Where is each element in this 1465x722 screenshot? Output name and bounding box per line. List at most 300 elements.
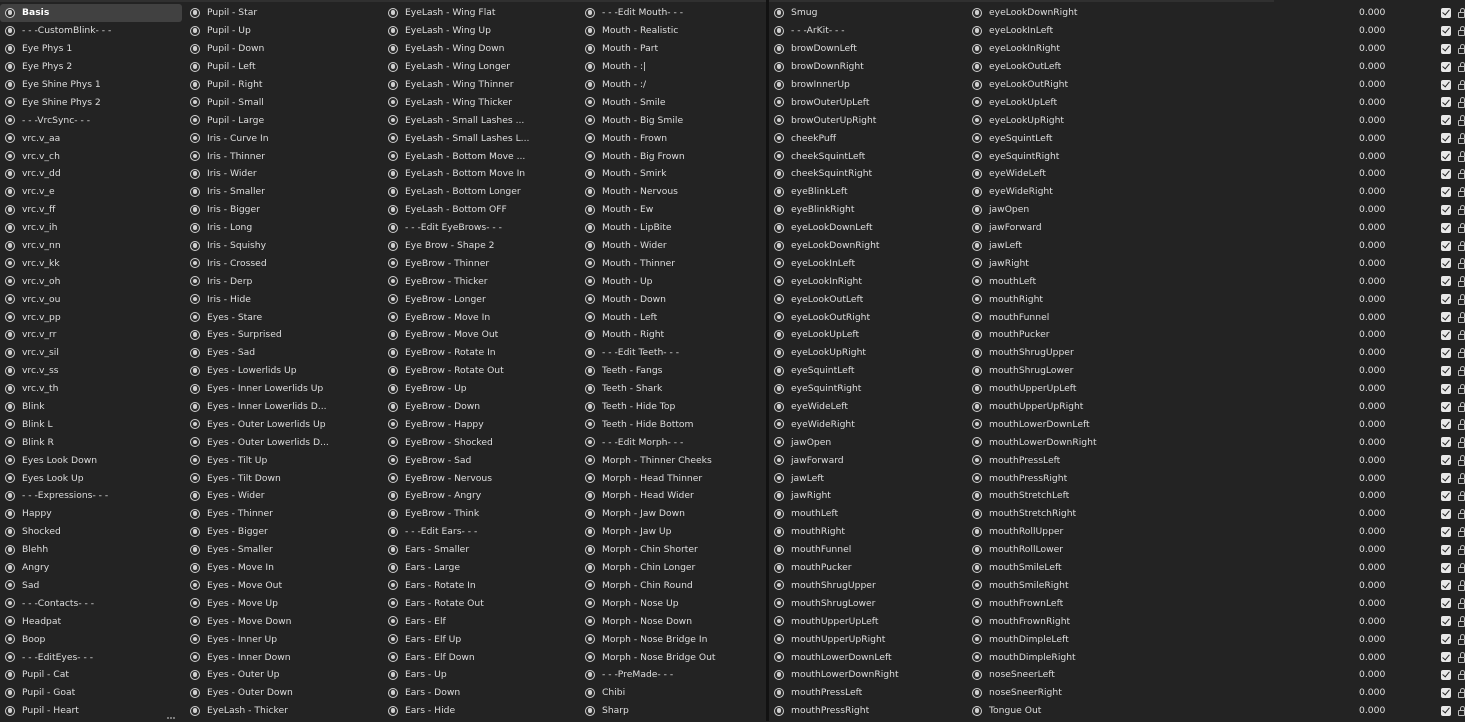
shape-key-item[interactable] [185,326,381,344]
mute-checkbox[interactable] [1441,133,1451,143]
shape-key-item[interactable] [185,93,381,111]
mute-checkbox[interactable] [1441,473,1451,483]
shape-key-item[interactable] [580,451,766,469]
shape-key-item[interactable] [0,201,182,219]
shape-key-item[interactable] [769,308,965,326]
shape-key-item[interactable] [967,183,1386,201]
shape-key-item[interactable] [769,451,965,469]
shape-key-item[interactable] [769,648,965,666]
shape-key-value[interactable]: 0.000 [1359,150,1386,162]
lock-icon[interactable] [1458,424,1465,430]
shape-key-item[interactable] [383,648,577,666]
shape-key-item[interactable] [185,469,381,487]
shape-key-item[interactable] [383,684,577,702]
shape-key-value[interactable]: 0.000 [1359,329,1386,341]
shape-key-value[interactable]: 0.000 [1359,240,1386,252]
shape-key-item[interactable] [580,272,766,290]
shape-key-item[interactable] [580,415,766,433]
shape-key-item[interactable] [580,469,766,487]
shape-key-item[interactable] [185,559,381,577]
shape-key-item[interactable] [0,326,182,344]
shape-key-item[interactable] [580,290,766,308]
shape-key-value[interactable]: 0.000 [1359,293,1386,305]
shape-key-item[interactable] [580,702,766,720]
mute-checkbox[interactable] [1441,384,1451,394]
shape-key-item[interactable] [185,362,381,380]
shape-key-item[interactable] [769,630,965,648]
shape-key-item[interactable] [967,308,1386,326]
shape-key-value[interactable]: 0.000 [1359,43,1386,55]
shape-key-item[interactable] [580,254,766,272]
shape-key-item[interactable] [769,612,965,630]
shape-key-item[interactable] [769,398,965,416]
shape-key-item[interactable] [185,648,381,666]
shape-key-value[interactable]: 0.000 [1359,615,1386,627]
shape-key-item[interactable] [580,111,766,129]
shape-key-item[interactable] [769,523,965,541]
shape-key-item[interactable] [185,22,381,40]
shape-key-item[interactable] [769,40,965,58]
shape-key-value[interactable]: 0.000 [1359,526,1386,538]
mute-checkbox[interactable] [1441,151,1451,161]
shape-key-item[interactable] [383,398,577,416]
shape-key-item[interactable] [769,415,965,433]
shape-key-item[interactable] [967,612,1386,630]
shape-key-item[interactable] [967,93,1386,111]
shape-key-value[interactable]: 0.000 [1359,472,1386,484]
mute-checkbox[interactable] [1441,455,1451,465]
shape-key-item[interactable] [185,523,381,541]
lock-icon[interactable] [1458,84,1465,90]
shape-key-item[interactable] [580,541,766,559]
shape-key-item[interactable] [967,648,1386,666]
shape-key-item[interactable] [185,505,381,523]
mute-checkbox[interactable] [1441,97,1451,107]
shape-key-item[interactable] [383,344,577,362]
mute-checkbox[interactable] [1441,294,1451,304]
shape-key-item[interactable] [769,290,965,308]
lock-icon[interactable] [1458,245,1465,251]
lock-icon[interactable] [1458,442,1465,448]
mute-checkbox[interactable] [1441,527,1451,537]
shape-key-item[interactable] [185,541,381,559]
shape-key-item[interactable] [185,272,381,290]
lock-icon[interactable] [1458,460,1465,466]
shape-key-item[interactable] [769,58,965,76]
shape-key-item[interactable] [185,451,381,469]
shape-key-item[interactable] [967,326,1386,344]
shape-key-item[interactable] [580,201,766,219]
shape-key-item[interactable] [580,684,766,702]
shape-key-item[interactable] [769,702,965,720]
shape-key-item[interactable] [769,577,965,595]
shape-key-item[interactable] [0,630,182,648]
lock-icon[interactable] [1458,102,1465,108]
shape-key-item[interactable] [0,111,182,129]
shape-key-item[interactable] [383,40,577,58]
shape-key-item[interactable] [185,111,381,129]
shape-key-item[interactable] [580,58,766,76]
shape-key-item[interactable] [0,648,182,666]
shape-key-item[interactable] [383,380,577,398]
shape-key-item[interactable] [967,111,1386,129]
mute-checkbox[interactable] [1441,634,1451,644]
mute-checkbox[interactable] [1441,115,1451,125]
shape-key-item[interactable] [967,577,1386,595]
shape-key-item[interactable] [0,93,182,111]
shape-key-item[interactable] [383,487,577,505]
shape-key-item[interactable] [0,577,182,595]
shape-key-item[interactable] [967,4,1386,22]
shape-key-value[interactable]: 0.000 [1359,579,1386,591]
mute-checkbox[interactable] [1441,563,1451,573]
shape-key-item[interactable] [0,219,182,237]
shape-key-item[interactable] [967,165,1386,183]
shape-key-item[interactable] [967,290,1386,308]
shape-key-item[interactable] [769,487,965,505]
shape-key-item[interactable] [0,129,182,147]
shape-key-item[interactable] [967,702,1386,720]
shape-key-item[interactable] [383,76,577,94]
shape-key-value[interactable]: 0.000 [1359,651,1386,663]
shape-key-item[interactable] [185,4,381,22]
shape-key-value[interactable]: 0.000 [1359,114,1386,126]
mute-checkbox[interactable] [1441,580,1451,590]
shape-key-item[interactable] [185,290,381,308]
shape-key-item[interactable] [769,326,965,344]
mute-checkbox[interactable] [1441,598,1451,608]
shape-key-value[interactable]: 0.000 [1359,687,1386,699]
lock-icon[interactable] [1458,674,1465,680]
shape-key-item[interactable] [967,58,1386,76]
shape-key-item[interactable] [769,219,965,237]
shape-key-value[interactable]: 0.000 [1359,61,1386,73]
shape-key-item[interactable] [580,630,766,648]
shape-key-item[interactable] [0,541,182,559]
shape-key-item[interactable] [185,666,381,684]
shape-key-item[interactable] [967,380,1386,398]
shape-key-item[interactable] [383,93,577,111]
shape-key-item[interactable] [967,201,1386,219]
shape-key-item[interactable] [383,254,577,272]
shape-key-item[interactable] [769,201,965,219]
shape-key-item[interactable] [580,398,766,416]
lock-icon[interactable] [1458,567,1465,573]
shape-key-item[interactable] [185,487,381,505]
shape-key-item[interactable] [580,147,766,165]
shape-key-item[interactable] [185,237,381,255]
shape-key-value[interactable]: 0.000 [1359,454,1386,466]
shape-key-item[interactable] [0,147,182,165]
lock-icon[interactable] [1458,549,1465,555]
shape-key-value[interactable]: 0.000 [1359,7,1386,19]
shape-key-item[interactable] [967,559,1386,577]
shape-key-item[interactable] [769,433,965,451]
shape-key-item[interactable] [185,40,381,58]
mute-checkbox[interactable] [1441,706,1451,716]
shape-key-item[interactable] [580,380,766,398]
lock-icon[interactable] [1458,120,1465,126]
lock-icon[interactable] [1458,281,1465,287]
shape-key-item[interactable] [0,702,182,720]
shape-key-item[interactable] [383,433,577,451]
shape-key-item[interactable] [185,147,381,165]
shape-key-item[interactable] [185,165,381,183]
shape-key-item[interactable] [0,40,182,58]
lock-icon[interactable] [1458,657,1465,663]
shape-key-item[interactable] [580,76,766,94]
shape-key-item[interactable] [0,433,182,451]
shape-key-item[interactable] [967,684,1386,702]
shape-key-item[interactable] [967,630,1386,648]
shape-key-item[interactable] [0,76,182,94]
shape-key-item[interactable] [769,254,965,272]
shape-key-value[interactable]: 0.000 [1359,25,1386,37]
shape-key-value[interactable]: 0.000 [1359,562,1386,574]
lock-icon[interactable] [1458,191,1465,197]
mute-checkbox[interactable] [1441,205,1451,215]
shape-key-item[interactable] [0,505,182,523]
shape-key-item[interactable] [0,290,182,308]
shape-key-item[interactable] [383,290,577,308]
lock-icon[interactable] [1458,585,1465,591]
shape-key-item[interactable] [383,201,577,219]
shape-key-item[interactable] [967,344,1386,362]
shape-key-item[interactable] [383,237,577,255]
shape-key-item[interactable] [580,40,766,58]
shape-key-item[interactable] [580,344,766,362]
shape-key-item[interactable] [383,219,577,237]
lock-icon[interactable] [1458,478,1465,484]
shape-key-item[interactable] [769,380,965,398]
lock-icon[interactable] [1458,299,1465,305]
lock-icon[interactable] [1458,138,1465,144]
shape-key-item[interactable] [967,487,1386,505]
shape-key-item[interactable] [0,237,182,255]
shape-key-item[interactable] [769,541,965,559]
shape-key-value[interactable]: 0.000 [1359,186,1386,198]
shape-key-item[interactable] [967,237,1386,255]
shape-key-item[interactable] [967,129,1386,147]
shape-key-value[interactable]: 0.000 [1359,347,1386,359]
shape-key-item[interactable] [0,487,182,505]
shape-key-item[interactable] [185,612,381,630]
shape-key-item[interactable] [185,415,381,433]
shape-key-item[interactable] [0,523,182,541]
shape-key-item[interactable] [580,326,766,344]
shape-key-item[interactable] [185,630,381,648]
shape-key-item[interactable] [967,398,1386,416]
shape-key-item[interactable] [383,362,577,380]
shape-key-item[interactable] [383,272,577,290]
shape-key-value[interactable]: 0.000 [1359,490,1386,502]
lock-icon[interactable] [1458,334,1465,340]
shape-key-value[interactable]: 0.000 [1359,204,1386,216]
shape-key-item[interactable] [383,308,577,326]
shape-key-item[interactable] [769,93,965,111]
shape-key-item[interactable] [185,594,381,612]
mute-checkbox[interactable] [1441,8,1451,18]
shape-key-item[interactable] [185,380,381,398]
shape-key-item[interactable] [580,129,766,147]
shape-key-item[interactable] [580,165,766,183]
mute-checkbox[interactable] [1441,258,1451,268]
shape-key-item[interactable] [967,415,1386,433]
shape-key-item[interactable] [0,666,182,684]
shape-key-item[interactable] [967,254,1386,272]
lock-icon[interactable] [1458,406,1465,412]
shape-key-value[interactable]: 0.000 [1359,544,1386,556]
shape-key-item[interactable] [185,577,381,595]
shape-key-item[interactable] [967,541,1386,559]
shape-key-item[interactable] [383,702,577,720]
shape-key-item[interactable] [0,308,182,326]
shape-key-value[interactable]: 0.000 [1359,401,1386,413]
shape-key-item[interactable] [185,219,381,237]
shape-key-item[interactable] [769,111,965,129]
shape-key-item[interactable] [769,129,965,147]
shape-key-item[interactable] [383,559,577,577]
shape-key-value[interactable]: 0.000 [1359,132,1386,144]
shape-key-item[interactable] [383,326,577,344]
shape-key-item[interactable] [769,559,965,577]
shape-key-value[interactable]: 0.000 [1359,436,1386,448]
shape-key-item[interactable] [769,272,965,290]
lock-icon[interactable] [1458,227,1465,233]
shape-key-item[interactable] [769,505,965,523]
shape-key-item[interactable] [0,183,182,201]
lock-icon[interactable] [1458,173,1465,179]
lock-icon[interactable] [1458,495,1465,501]
shape-key-item[interactable] [185,201,381,219]
lock-icon[interactable] [1458,639,1465,645]
mute-checkbox[interactable] [1441,276,1451,286]
shape-key-item[interactable] [967,22,1386,40]
mute-checkbox[interactable] [1441,223,1451,233]
shape-key-item[interactable] [185,76,381,94]
shape-key-item[interactable] [383,630,577,648]
shape-key-item[interactable] [769,183,965,201]
shape-key-item[interactable] [967,40,1386,58]
mute-checkbox[interactable] [1441,348,1451,358]
shape-key-item[interactable] [769,362,965,380]
shape-key-value[interactable]: 0.000 [1359,275,1386,287]
shape-key-item[interactable] [967,523,1386,541]
mute-checkbox[interactable] [1441,419,1451,429]
shape-key-value[interactable]: 0.000 [1359,418,1386,430]
shape-key-item[interactable] [383,451,577,469]
shape-key-item[interactable] [580,523,766,541]
shape-key-item[interactable] [383,22,577,40]
shape-key-item[interactable] [580,666,766,684]
shape-key-item[interactable] [0,559,182,577]
shape-key-value[interactable]: 0.000 [1359,633,1386,645]
shape-key-item[interactable] [0,612,182,630]
shape-key-item[interactable] [769,594,965,612]
shape-key-item[interactable] [769,76,965,94]
shape-key-value[interactable]: 0.000 [1359,597,1386,609]
mute-checkbox[interactable] [1441,545,1451,555]
shape-key-value[interactable]: 0.000 [1359,79,1386,90]
shape-key-item[interactable] [769,22,965,40]
shape-key-item[interactable] [383,523,577,541]
shape-key-item[interactable] [967,505,1386,523]
shape-key-item[interactable] [0,380,182,398]
shape-key-item[interactable] [769,684,965,702]
shape-key-item[interactable] [580,219,766,237]
resize-grip[interactable] [167,711,176,715]
lock-icon[interactable] [1458,209,1465,215]
shape-key-item[interactable] [383,577,577,595]
shape-key-item[interactable] [0,469,182,487]
shape-key-item[interactable] [580,487,766,505]
shape-key-item[interactable] [580,577,766,595]
shape-key-item[interactable] [185,684,381,702]
shape-key-item[interactable] [383,183,577,201]
lock-icon[interactable] [1458,621,1465,627]
shape-key-item[interactable] [0,362,182,380]
mute-checkbox[interactable] [1441,652,1451,662]
shape-key-item[interactable] [383,415,577,433]
shape-key-item[interactable] [185,308,381,326]
shape-key-item[interactable] [967,147,1386,165]
shape-key-item[interactable] [0,165,182,183]
shape-key-item[interactable] [185,344,381,362]
shape-key-item[interactable] [0,344,182,362]
lock-icon[interactable] [1458,352,1465,358]
mute-checkbox[interactable] [1441,187,1451,197]
lock-icon[interactable] [1458,531,1465,537]
mute-checkbox[interactable] [1441,509,1451,519]
lock-icon[interactable] [1458,317,1465,323]
shape-key-item[interactable] [580,648,766,666]
lock-icon[interactable] [1458,12,1465,18]
lock-icon[interactable] [1458,370,1465,376]
shape-key-item[interactable] [580,237,766,255]
shape-key-item[interactable] [580,22,766,40]
shape-key-item[interactable] [185,702,381,720]
mute-checkbox[interactable] [1441,688,1451,698]
shape-key-item[interactable] [0,594,182,612]
shape-key-value[interactable]: 0.000 [1359,705,1386,717]
mute-checkbox[interactable] [1441,402,1451,412]
shape-key-item[interactable] [0,254,182,272]
shape-key-item[interactable] [0,4,182,22]
shape-key-item[interactable] [383,165,577,183]
mute-checkbox[interactable] [1441,437,1451,447]
shape-key-item[interactable] [383,541,577,559]
shape-key-item[interactable] [580,362,766,380]
shape-key-item[interactable] [383,594,577,612]
shape-key-item[interactable] [769,469,965,487]
shape-key-item[interactable] [769,237,965,255]
lock-icon[interactable] [1458,30,1465,36]
mute-checkbox[interactable] [1441,26,1451,36]
mute-checkbox[interactable] [1441,670,1451,680]
shape-key-item[interactable] [580,505,766,523]
shape-key-item[interactable] [580,4,766,22]
shape-key-item[interactable] [967,469,1386,487]
shape-key-item[interactable] [0,272,182,290]
lock-icon[interactable] [1458,692,1465,698]
shape-key-item[interactable] [383,666,577,684]
shape-key-item[interactable] [580,612,766,630]
shape-key-value[interactable]: 0.000 [1359,669,1386,681]
shape-key-value[interactable]: 0.000 [1359,168,1386,180]
shape-key-item[interactable] [185,183,381,201]
lock-icon[interactable] [1458,513,1465,519]
mute-checkbox[interactable] [1441,616,1451,626]
